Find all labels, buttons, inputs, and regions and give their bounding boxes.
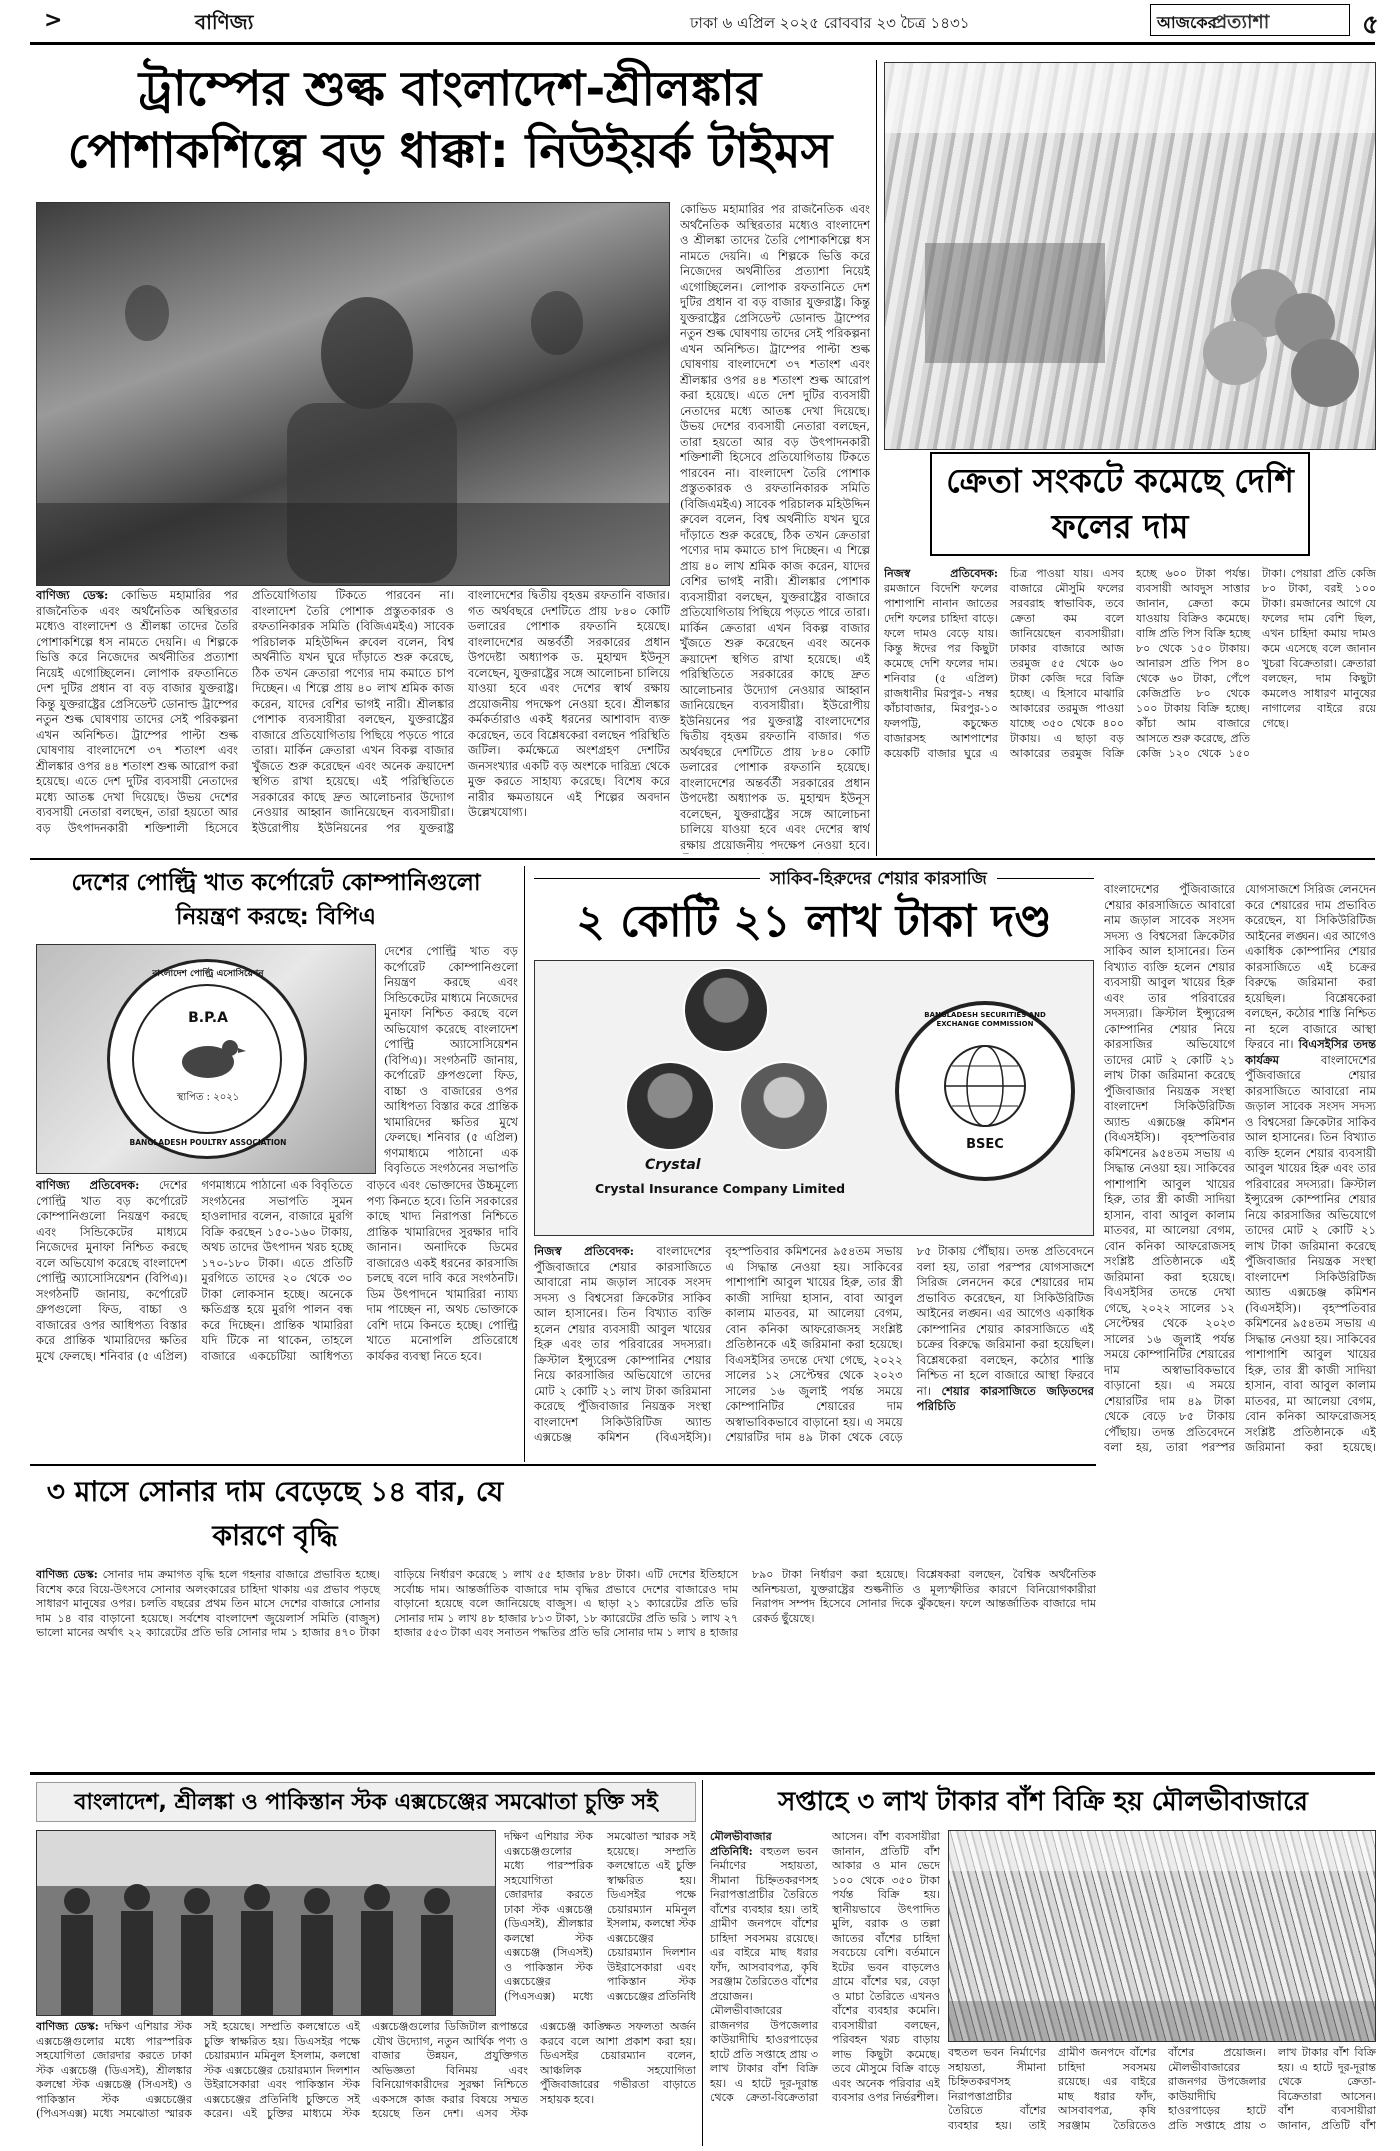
masthead <box>1150 4 1350 36</box>
article1-text: কোভিড মহামারির পর রাজনৈতিক এবং অর্থনৈতিক অস্থিরতার মধ্যেও বাংলাদেশ ও শ্রীলঙ্কা তাদের তৈরি পোশাকশিল্পে ধস নামতে দেয়নি। এ শিল্পকে ভিত্তি করে নিজেদের অর্থনীতির প্রত্যাশা নিয়েই এগোচ্ছিলেন। লোপাক রফতানিতে দেশ দুটির প্রধান বা বড় বাজার যুক্তরাষ্ট্র। কিন্তু যুক্তরাষ্ট্রের প্রেসিডেন্ট ডোনাল্ড ট্রাম্পের নতুন শুল্ক ঘোষণায় তাদের সেই পরিকল্পনা এখন অনিশ্চিত। ট্রাম্পের পাল্টা শুল্ক ঘোষণায় বাংলাদেশে ৩৭ শতাংশ এবং শ্রীলঙ্কার ওপর ৪৪ শতাংশ শুল্ক আরোপ করা হয়েছে। এতে দেশ দুটির ব্যবসায়ী নেতাদের মধ্যে আতঙ্ক দেখা দিয়েছে। উভয় দেশের ব্যবসায়ী নেতারা বলছেন, তারা হয়তো আর বড় উৎপাদনকারী শক্তিশালী হিসেবে প্রতিযোগিতায় টিকতে পারবেন না। বাংলাদেশ তৈরি পোশাক প্রস্তুতকারক ও রফতানিকারক সমিতি (বিজিএমইএ) সাবেক পরিচালক মহিউদ্দিন রুবেল বলেন, বিশ্ব অর্থনীতি যখন ঘুরে দাঁড়াতে শুরু করেছে, ঠিক তখন ক্রেতারা পণ্যের দাম কমাতে চাপ দিচ্ছেন। এ শিল্পে প্রায় ৪০ লাখ শ্রমিক কাজ করেন, যাদের বেশির ভাগই নারী। শ্রীলঙ্কার পোশাক ব্যবসায়ীরা বলছেন, যুক্তরাষ্ট্রের বাজারে প্রতিযোগিতায় পিছিয়ে পড়তে পারে তারা। মার্কিন ক্রেতারা এখন বিকল্প বাজার খুঁজতে শুরু করেছেন এবং অনেক ক্রয়াদেশ স্থগিত রাখা হয়েছে। এই পরিস্থিতিতে সরকারের কাছে দ্রুত আলোচনার উদ্যোগ নেওয়ার আহ্বান জানিয়েছেন ব্যবসায়ীরা। ইউরোপীয় ইউনিয়নের পর যুক্তরাষ্ট্র বাংলাদেশের দ্বিতীয় বৃহত্তম রফতানি বাজার। গত অর্থবছরে দেশটিতে প্রায় ৮৪০ কোটি ডলারের পোশাক রফতানি হয়েছে। বাংলাদেশের অন্তর্বর্তী সরকারের প্রধান উপদেষ্টা অধ্যাপক ড. মুহাম্মদ ইউনূস বলেছেন, যুক্তরাষ্ট্রের সঙ্গে আলোচনা চালিয়ে যাওয়া হবে এবং দেশের স্বার্থ রক্ষায় প্রয়োজনীয় পদক্ষেপ নেওয়া হবে। শ্রীলঙ্কার কর্মকর্তারাও একই ধরনের আশাবাদ ব্যক্ত করেছেন, তবে বিশ্লেষকেরা বলছেন পরিস্থিতি জটিল। কর্মক্ষেত্রে অংশগ্রহণ দেশটির জনসংখ্যার একটি বড় অংশকে দারিদ্র্য থেকে মুক্ত করতে সাহায্য করেছে। বিশেষ করে নারীর ক্ষমতায়নে এই শিল্পের অবদান উল্লেখযোগ্য। <box>36 588 670 835</box>
article7-continued-text: বহুতল ভবন নির্মাণের সহায়তা, সীমানা চিহ্নিতকরণসহ নিরাপত্তাপ্রাচীর তৈরিতে বাঁশের ব্যবহার হয়। তাই গ্রামীণ জনপদে বাঁশের চাহিদা সবসময় রয়েছে। এর বাইরে মাছ ধরার ফাঁদ, আসবাবপত্র, কৃষি সরঞ্জাম তৈরিতেও বাঁশের প্রয়োজন। মৌলভীবাজারের রাজনগর উপজেলার কাউয়াদীঘি হাওরপাড়ের হাটে প্রতি সপ্তাহে প্রায় ৩ লাখ টাকার বাঁশ বিক্রি হয়। এ হাটে দূর-দূরান্ত থেকে ক্রেতা-বিক্রেতারা আসেন। বাঁশ ব্যবসায়ীরা জানান, প্রতিটি বাঁশ <box>948 2046 1376 2132</box>
article4-text: বাংলাদেশের পুঁজিবাজারে শেয়ার কারসাজিতে আবারো নাম জড়াল সাবেক সংসদ সদস্য ও বিশ্বসেরা ক্রিকেটার সাকিব আল হাসানের। তিন বিখ্যাত ব্যক্তি হলেন শেয়ার ব্যবসায়ী আবুল খায়ের হিরু এবং তার পরিবারের সদস্যরা। ক্রিস্টাল ইন্স্যুরেন্স কোম্পানির শেয়ার নিয়ে কারসাজির অভিযোগে তাদের মোট ২ কোটি ২১ লাখ টাকা জরিমানা করেছে পুঁজিবাজার নিয়ন্ত্রক সংস্থা বাংলাদেশ সিকিউরিটিজ অ্যান্ড এক্সচেঞ্জ কমিশন (বিএসইসি)। বৃহস্পতিবার কমিশনের ৯৫৪তম সভায় এ সিদ্ধান্ত নেওয়া হয়। সাকিবের পাশাপাশি আবুল খায়ের হিরু, তার স্ত্রী কাজী সাদিয়া হাসান, বাবা আবুল কালাম মাতবর, মা আলেয়া বেগম, বোন কনিকা আফরোজসহ সংশ্লিষ্ট প্রতিষ্ঠানকে এই জরিমানা করা হয়েছে। বিএসইসির তদন্তে দেখা গেছে, ২০২২ সালের ১২ সেপ্টেম্বর থেকে ২০২৩ সালের ১৬ জুলাই পর্যন্ত সময়ে কোম্পানিটির শেয়ারের দাম অস্বাভাবিকভাবে বাড়ানো হয়। এ সময়ে শেয়ারটির দাম ৪৯ টাকা থেকে বেড়ে ৮৫ টাকায় পৌঁছায়। তদন্ত প্রতিবেদনে বলা হয়, তারা পরস্পর যোগসাজশে সিরিজ লেনদেন করে শেয়ারের দাম প্রভাবিত করেছেন, যা সিকিউরিটিজ আইনের লঙ্ঘন। এর আগেও একাধিক কোম্পানির শেয়ার কারসাজিতে এই চক্রের বিরুদ্ধে জরিমানা করা হয়েছিল। বিশ্লেষকেরা বলছেন, কঠোর শাস্তি নিশ্চিত না হলে বাজারে আস্থা ফিরবে না। <box>534 1244 1094 1444</box>
article7-byline: মৌলভীবাজার প্রতিনিধি: <box>710 1830 772 1858</box>
bsec-logo-ring-text: BANGLADESH SECURITIES AND EXCHANGE COMMISSION <box>924 1011 1046 1028</box>
article4-continued-text-2: বাংলাদেশের পুঁজিবাজারে শেয়ার কারসাজিতে আবারো নাম জড়াল সাবেক সংসদ সদস্য ও বিশ্বসেরা ক্রিকেটার সাকিব আল হাসানের। তিন বিখ্যাত ব্যক্তি হলেন শেয়ার ব্যবসায়ী আবুল খায়ের হিরু এবং তার পরিবারের সদস্যরা। ক্রিস্টাল ইন্স্যুরেন্স কোম্পানির শেয়ার নিয়ে কারসাজির অভিযোগে তাদের মোট ২ কোটি ২১ লাখ টাকা জরিমানা করেছে পুঁজিবাজার নিয়ন্ত্রক সংস্থা বাংলাদেশ সিকিউরিটিজ অ্যান্ড এক্সচেঞ্জ কমিশন (বিএসইসি)। বৃহস্পতিবার কমিশনের ৯৫৪তম সভায় এ সিদ্ধান্ত নেওয়া হয়। সাকিবের পাশাপাশি আবুল খায়ের হিরু, তার স্ত্রী কাজী সাদিয়া হাসান, বাবা আবুল কালাম মাতবর, মা আলেয়া বেগম, বোন কনিকা আফরোজসহ সংশ্লিষ্ট প্রতিষ্ঠানকে এই জরিমানা করা হয়েছে। <box>1245 1052 1376 1454</box>
article3-text: দেশের পোল্ট্রি খাত বড় কর্পোরেট কোম্পানিগুলো নিয়ন্ত্রণ করছে এবং সিন্ডিকেটের মাধ্যমে নিজেদের মুনাফা নিশ্চিত করছে বলে অভিযোগ করেছে বাংলাদেশ পোল্ট্রি অ্যাসোসিয়েশন (বিপিএ)। সংগঠনটি জানায়, কর্পোরেট গ্রুপগুলো ফিড, বাচ্চা ও বাজারের ওপর আধিপত্য বিস্তার করে প্রান্তিক খামারিদের ক্ষতির মুখে ফেলছে। শনিবার (৫ এপ্রিল) গণমাধ্যমে পাঠানো এক বিবৃতিতে সংগঠনের সভাপতি সুমন হাওলাদার বলেন, বাজারে মুরগি বিক্রি করছেন ১৫০-১৬০ টাকায়, অথচ তাদের উৎপাদন খরচ হচ্ছে ১৭০-১৮০ টাকা। এতে প্রতিটি মুরগিতে তাদের ২০ থেকে ৩০ টাকা লোকসান হচ্ছে। অনেকে ক্ষতিগ্রস্ত হয়ে মুরগি পালন বন্ধ করে দিচ্ছেন। প্রান্তিক খামারিরা যদি টিকে না থাকেন, তাহলে বাজারে একচেটিয়া আধিপত্য বাড়বে এবং ভোক্তাদের উচ্চমূল্যে পণ্য কিনতে হবে। তিনি সরকারের কাছে খাদ্য নিরাপত্তা নিশ্চিতে প্রান্তিক খামারিদের সুরক্ষার দাবি জানান। অনাদিকে ডিমের বাজারেও একই ধরনের কারসাজি চলছে বলে দাবি করে সংগঠনটি। ডিম উৎপাদনে খামারিরা ন্যায্য দাম পাচ্ছেন না, অথচ ভোক্তাকে বেশি দামে কিনতে হচ্ছে। পোল্ট্রি খাতে মনোপলি প্রতিরোধে কার্যকর ব্যবস্থা নিতে হবে। <box>36 1178 518 1363</box>
article5-byline: বাণিজ্য ডেস্ক: <box>36 1568 98 1581</box>
bpa-logo-abbr: B.P.A <box>188 1010 228 1026</box>
crystal-logo: Crystal <box>645 1157 701 1173</box>
article3-body <box>36 1178 518 1460</box>
section-arrow-icon: > <box>44 8 63 33</box>
shakib-portrait <box>683 967 769 1053</box>
article6-byline: বাণিজ্য ডেস্ক: <box>36 2020 99 2033</box>
globe-icon <box>940 1041 1030 1131</box>
article4-right-column <box>1104 882 1376 1462</box>
crystal-caption: Crystal Insurance Company Limited <box>595 1181 846 1196</box>
article1-body <box>36 588 670 854</box>
article5-body <box>36 1568 1096 1764</box>
article6-body <box>36 2020 696 2146</box>
article6-divider <box>702 1780 703 2146</box>
article6-headline: বাংলাদেশ, শ্রীলঙ্কা ও পাকিস্তান স্টক এক্সচেঞ্জের সমঝোতা চুক্তি সই <box>36 1782 696 1822</box>
bamboo-icon <box>949 1831 1376 2042</box>
article4-body <box>534 1244 1094 1460</box>
hen-icon <box>168 1032 248 1082</box>
article3-continued-text: দেশের পোল্ট্রি খাত বড় কর্পোরেট কোম্পানিগুলো নিয়ন্ত্রণ করছে এবং সিন্ডিকেটের মাধ্যমে নিজেদের মুনাফা নিশ্চিত করছে বলে অভিযোগ করেছে বাংলাদেশ পোল্ট্রি অ্যাসোসিয়েশন (বিপিএ)। সংগঠনটি জানায়, কর্পোরেট গ্রুপগুলো ফিড, বাচ্চা ও বাজারের ওপর আধিপত্য বিস্তার করে প্রান্তিক খামারিদের ক্ষতির মুখে ফেলছে। শনিবার (৫ এপ্রিল) গণমাধ্যমে পাঠানো এক বিবৃতিতে সংগঠনের সভাপতি <box>384 944 518 1174</box>
article5-text: সোনার দাম ক্রমাগত বৃদ্ধি হলে গহনার বাজারে প্রভাবিত হচ্ছে। বিশেষ করে বিয়ে-উৎসবে সোনার অলংকারের চাহিদা থাকায় এর প্রভাব পড়ছে সাধারণ মানুষের ওপর। চলতি বছরের প্রথম তিন মাসে দেশের বাজারে সোনার দাম ১৪ বার বাড়ানো হয়েছে। সর্বশেষ বাংলাদেশ জুয়েলার্স সমিতি (বাজুস) ভালো মানের অর্থাৎ ২২ ক্যারেটের প্রতি ভরি সোনার দাম ১ হাজার ৪৭০ টাকা বাড়িয়ে নির্ধারণ করেছে ১ লাখ ৫৫ হাজার ৮৪৮ টাকা। এটি দেশের ইতিহাসে সর্বোচ্চ দাম। আন্তর্জাতিক বাজারে দাম বৃদ্ধির প্রভাবে দেশের বাজারেও দাম বাড়ানো হয়েছে বলে জানিয়েছে বাজুস। এ ছাড়া ২১ ক্যারেটের প্রতি ভরি সোনার দাম ১ লাখ ৪৮ হাজার ৮১৩ টাকা, ১৮ ক্যারেটের প্রতি ভরি ১ লাখ ২৭ হাজার ৫৫৩ টাকা এবং সনাতন পদ্ধতির প্রতি ভরি সোনার দাম ১ লাখ ৪ হাজার ৮৯০ টাকা নির্ধারণ করা হয়েছে। বিশ্লেষকরা বলছেন, বৈশ্বিক অর্থনৈতিক অনিশ্চয়তা, যুক্তরাষ্ট্রের শুল্কনীতি ও মূল্যস্ফীতির কারণে বিনিয়োগকারীরা নিরাপদ সম্পদ হিসেবে সোনার দিকে ঝুঁকছেন। ফলে আন্তর্জাতিক বাজারে দাম রেকর্ড ছুঁয়েছে। <box>36 1568 1096 1639</box>
share-scam-graphic <box>534 960 1094 1236</box>
dateline: ঢাকা ৬ এপ্রিল ২০২৫ রোববার ২৩ চৈত্র ১৪৩১ <box>690 14 970 32</box>
article3-byline: বাণিজ্য প্রতিবেদক: <box>36 1178 140 1192</box>
article3-side-column <box>384 944 518 1174</box>
masthead-name: প্রত্যাশা <box>1213 11 1270 33</box>
section-name: বাণিজ্য <box>195 10 254 34</box>
article7-body <box>710 1830 940 2146</box>
masthead-prefix: আজকের <box>1157 13 1217 32</box>
article1-side-column <box>680 202 870 854</box>
article4-subhead1: বিএসইসির তদন্ত কার্যক্রম <box>1245 1037 1376 1067</box>
article1-continued-text: কোভিড মহামারির পর রাজনৈতিক এবং অর্থনৈতিক অস্থিরতার মধ্যেও বাংলাদেশ ও শ্রীলঙ্কা তাদের তৈরি পোশাকশিল্পে ধস নামতে দেয়নি। এ শিল্পকে ভিত্তি করে নিজেদের অর্থনীতির প্রত্যাশা নিয়েই এগোচ্ছিলেন। লোপাক রফতানিতে দেশ দুটির প্রধান বা বড় বাজার যুক্তরাষ্ট্র। কিন্তু যুক্তরাষ্ট্রের প্রেসিডেন্ট ডোনাল্ড ট্রাম্পের নতুন শুল্ক ঘোষণায় তাদের সেই পরিকল্পনা এখন অনিশ্চিত। ট্রাম্পের পাল্টা শুল্ক ঘোষণায় বাংলাদেশে ৩৭ শতাংশ এবং শ্রীলঙ্কার ওপর ৪৪ শতাংশ শুল্ক আরোপ করা হয়েছে। এতে দেশ দুটির ব্যবসায়ী নেতাদের মধ্যে আতঙ্ক দেখা দিয়েছে। উভয় দেশের ব্যবসায়ী নেতারা বলছেন, তারা হয়তো আর বড় উৎপাদনকারী শক্তিশালী হিসেবে প্রতিযোগিতায় টিকতে পারবেন না। বাংলাদেশ তৈরি পোশাক প্রস্তুতকারক ও রফতানিকারক সমিতি (বিজিএমইএ) সাবেক পরিচালক মহিউদ্দিন রুবেল বলেন, বিশ্ব অর্থনীতি যখন ঘুরে দাঁড়াতে শুরু করেছে, ঠিক তখন ক্রেতারা পণ্যের দাম কমাতে চাপ দিচ্ছেন। এ শিল্পে প্রায় ৪০ লাখ শ্রমিক কাজ করেন, যাদের বেশির ভাগই নারী। শ্রীলঙ্কার পোশাক ব্যবসায়ীরা বলছেন, যুক্তরাষ্ট্রের বাজারে প্রতিযোগিতায় পিছিয়ে পড়তে পারে তারা। মার্কিন ক্রেতারা এখন বিকল্প বাজার খুঁজতে শুরু করেছেন এবং অনেক ক্রয়াদেশ স্থগিত রাখা হয়েছে। এই পরিস্থিতিতে সরকারের কাছে দ্রুত আলোচনার উদ্যোগ নেওয়ার আহ্বান জানিয়েছেন ব্যবসায়ীরা। ইউরোপীয় ইউনিয়নের পর যুক্তরাষ্ট্র বাংলাদেশের দ্বিতীয় বৃহত্তম রফতানি বাজার। গত অর্থবছরে দেশটিতে প্রায় ৮৪০ কোটি ডলারের পোশাক রফতানি হয়েছে। বাংলাদেশের অন্তর্বর্তী সরকারের প্রধান উপদেষ্টা অধ্যাপক ড. মুহাম্মদ ইউনূস বলেছেন, যুক্তরাষ্ট্রের সঙ্গে আলোচনা চালিয়ে যাওয়া হবে এবং দেশের স্বার্থ রক্ষায় প্রয়োজনীয় পদক্ষেপ নেওয়া হবে। <box>680 202 870 852</box>
article6-continued-text: দক্ষিণ এশিয়ার স্টক এক্সচেঞ্জগুলোর মধ্যে পারস্পরিক সহযোগিতা জোরদার করতে ঢাকা স্টক এক্সচেঞ্জ (ডিএসই), শ্রীলঙ্কার কলম্বো স্টক এক্সচেঞ্জ (সিএসই) ও পাকিস্তান স্টক এক্সচেঞ্জের (পিএসএক্স) মধ্যে সমঝোতা স্মারক সই হয়েছে। সম্প্রতি কলম্বোতে এই চুক্তি স্বাক্ষরিত হয়। ডিএসইর পক্ষে চেয়ারম্যান মমিনুল ইসলাম, কলম্বো স্টক এক্সচেঞ্জের চেয়ারম্যান দিলশান উইরাসেকারা এবং পাকিস্তান স্টক এক্সচেঞ্জের প্রতিনিধি <box>504 1830 696 2003</box>
header-rule <box>30 42 1375 45</box>
article7-continued <box>948 2046 1376 2146</box>
article2-headline: ক্রেতা সংকটে কমেছে দেশি ফলের দাম <box>930 452 1310 556</box>
row2-bottom-rule <box>30 1464 1096 1466</box>
article2-body <box>884 566 1376 856</box>
article4-byline: নিজস্ব প্রতিবেদক: <box>534 1244 634 1258</box>
article1-divider <box>876 60 877 856</box>
woman-portrait <box>739 1061 829 1151</box>
article2-text: রমজানে বিদেশি ফলের পাশাপাশি নানান জাতের দেশি ফলের চাহিদা বাড়ে। ফলে দামও বেড়ে যায়। কিন্তু ঈদের পর কিছুটা কমেছে দেশি ফলের দাম। শনিবার (৫ এপ্রিল) রাজধানীর মিরপুর-১ নম্বর কাঁচাবাজার, মিরপুর-১০ ফলপট্টি, কচুক্ষেত বাজারসহ আশপাশের কয়েকটি বাজার ঘুরে এ চিত্র পাওয়া যায়। এসব বাজারে মৌসুমি ফলের সরবরাহ স্বাভাবিক, তবে ক্রেতা কম বলে জানিয়েছেন ব্যবসায়ীরা। ঢাকার বাজারে আজ তরমুজ ৫৫ থেকে ৬০ টাকা কেজি দরে বিক্রি হচ্ছে। এ হিসাবে মাঝারি আকারের তরমুজ পাওয়া যাচ্ছে ৩৫০ থেকে ৪০০ টাকায়। এ ছাড়া বড় আকারের তরমুজ বিক্রি হচ্ছে ৬০০ টাকা পর্যন্ত। ব্যবসায়ী আবদুস সাত্তার জানান, ক্রেতা কমে যাওয়ায় বিক্রিও কমেছে। বাঙ্গি প্রতি পিস বিক্রি হচ্ছে ৮০ থেকে ১৫০ টাকায়। আনারস প্রতি পিস ৪০ থেকে ৬০ টাকা, পেঁপে কেজিপ্রতি ৮০ থেকে ১০০ টাকায় বিক্রি হচ্ছে। কাঁচা আম বাজারে আসতে শুরু করেছে, প্রতি কেজি ১২০ থেকে ১৫০ টাকা। পেয়ারা প্রতি কেজি ৮০ টাকা, বরই ১০০ টাকা। রমজানের আগে যে ফলের দাম বেশি ছিল, এখন চাহিদা কমায় দামও কমে এসেছে বলে জানান খুচরা বিক্রেতারা। ক্রেতারা বলছেন, দাম কিছুটা কমলেও সাধারণ মানুষের নাগালের বাইরে রয়ে গেছে। <box>884 567 1376 760</box>
article7-headline: সপ্তাহে ৩ লাখ টাকার বাঁশ বিক্রি হয় মৌলভীবাজারে <box>778 1787 1308 1817</box>
article7-text: বহুতল ভবন নির্মাণের সহায়তা, সীমানা চিহ্নিতকরণসহ নিরাপত্তাপ্রাচীর তৈরিতে বাঁশের ব্যবহার হয়। তাই গ্রামীণ জনপদে বাঁশের চাহিদা সবসময় রয়েছে। এর বাইরে মাছ ধরার ফাঁদ, আসবাবপত্র, কৃষি সরঞ্জাম তৈরিতেও বাঁশের প্রয়োজন। মৌলভীবাজারের রাজনগর উপজেলার কাউয়াদীঘি হাওরপাড়ের হাটে প্রতি সপ্তাহে প্রায় ৩ লাখ টাকার বাঁশ বিক্রি হয়। এ হাটে দূর-দূরান্ত থেকে ক্রেতা-বিক্রেতারা আসেন। বাঁশ ব্যবসায়ীরা জানান, প্রতিটি বাঁশ আকার ও মান ভেদে ১০০ থেকে ৩৫০ টাকা পর্যন্ত বিক্রি হয়। স্থানীয়ভাবে উৎপাদিত মুলি, বরাক ও তল্লা জাতের বাঁশের চাহিদা সবচেয়ে বেশি। বর্তমানে ইটের ভবন বাড়লেও গ্রামে বাঁশের ঘর, বেড়া ও মাচা তৈরিতে এখনও বাঁশের ব্যবহার কমেনি। ব্যবসায়ীরা বলছেন, পরিবহন খরচ বাড়ায় লাভ কিছুটা কমেছে। তবে মৌসুমে বিক্রি বাড়ে এবং অনেক পরিবার এই ব্যবসার ওপর নির্ভরশীল। <box>710 1830 940 2104</box>
bamboo-market-photo <box>948 1830 1376 2042</box>
poultry-farm-photo <box>36 944 376 1174</box>
bpa-logo <box>107 959 307 1159</box>
stock-exchange-mou-photo <box>36 1830 496 2016</box>
fruit-stall-icon <box>885 63 1376 450</box>
article3-headline: দেশের পোল্ট্রি খাত কর্পোরেট কোম্পানিগুলো নিয়ন্ত্রণ করছে: বিপিএ <box>71 870 481 930</box>
bsec-logo <box>895 1001 1075 1181</box>
bpa-logo-bengali: বাংলাদেশ পোল্ট্রি এসোসিয়েশন <box>152 969 264 979</box>
article4-continued-text: বাংলাদেশের পুঁজিবাজারে শেয়ার কারসাজিতে আবারো নাম জড়াল সাবেক সংসদ সদস্য ও বিশ্বসেরা ক্রিকেটার সাকিব আল হাসানের। তিন বিখ্যাত ব্যক্তি হলেন শেয়ার ব্যবসায়ী আবুল খায়ের হিরু এবং তার পরিবারের সদস্যরা। ক্রিস্টাল ইন্স্যুরেন্স কোম্পানির শেয়ার নিয়ে কারসাজির অভিযোগে তাদের মোট ২ কোটি ২১ লাখ টাকা জরিমানা করেছে পুঁজিবাজার নিয়ন্ত্রক সংস্থা বাংলাদেশ সিকিউরিটিজ অ্যান্ড এক্সচেঞ্জ কমিশন (বিএসইসি)। বৃহস্পতিবার কমিশনের ৯৫৪তম সভায় এ সিদ্ধান্ত নেওয়া হয়। সাকিবের পাশাপাশি আবুল খায়ের হিরু, তার স্ত্রী কাজী সাদিয়া হাসান, বাবা আবুল কালাম মাতবর, মা আলেয়া বেগম, বোন কনিকা আফরোজসহ সংশ্লিষ্ট প্রতিষ্ঠানকে এই জরিমানা করা হয়েছে। বিএসইসির তদন্তে দেখা গেছে, ২০২২ সালের ১২ সেপ্টেম্বর থেকে ২০২৩ সালের ১৬ জুলাই পর্যন্ত সময়ে কোম্পানিটির শেয়ারের দাম অস্বাভাবিকভাবে বাড়ানো হয়। এ সময়ে শেয়ারটির দাম ৪৯ টাকা থেকে বেড়ে ৮৫ টাকায় পৌঁছায়। তদন্ত প্রতিবেদনে বলা হয়, তারা পরস্পর যোগসাজশে সিরিজ লেনদেন করে শেয়ারের দাম প্রভাবিত করেছেন, যা সিকিউরিটিজ আইনের লঙ্ঘন। এর আগেও একাধিক কোম্পানির শেয়ার কারসাজিতে এই চক্রের বিরুদ্ধে জরিমানা করা হয়েছিল। বিশ্লেষকেরা বলছেন, কঠোর শাস্তি নিশ্চিত না হলে বাজারে আস্থা ফিরবে না। <box>1104 882 1376 1454</box>
article3-divider <box>524 866 525 1462</box>
bsec-logo-abbr: BSEC <box>966 1137 1004 1152</box>
bpa-logo-english: BANGLADESH POULTRY ASSOCIATION <box>129 1138 287 1147</box>
article4-headline: ২ কোটি ২১ লাখ টাকা দণ্ড <box>576 896 1052 947</box>
page-number: ৫ <box>1362 10 1379 40</box>
article6-text: দক্ষিণ এশিয়ার স্টক এক্সচেঞ্জগুলোর মধ্যে পারস্পরিক সহযোগিতা জোরদার করতে ঢাকা স্টক এক্সচেঞ্জ (ডিএসই), শ্রীলঙ্কার কলম্বো স্টক এক্সচেঞ্জ (সিএসই) ও পাকিস্তান স্টক এক্সচেঞ্জের (পিএসএক্স) মধ্যে সমঝোতা স্মারক সই হয়েছে। সম্প্রতি কলম্বোতে এই চুক্তি স্বাক্ষরিত হয়। ডিএসইর পক্ষে চেয়ারম্যান মমিনুল ইসলাম, কলম্বো স্টক এক্সচেঞ্জের চেয়ারম্যান দিলশান উইরাসেকারা এবং পাকিস্তান স্টক এক্সচেঞ্জের প্রতিনিধি চুক্তিতে সই করেন। এই চুক্তির মাধ্যমে স্টক এক্সচেঞ্জগুলোর ডিজিটাল রূপান্তরে যৌথ উদ্যোগ, নতুন আর্থিক পণ্য ও বাজার উন্নয়ন, প্রযুক্তিগত অভিজ্ঞতা বিনিময় এবং বিনিয়োগকারীদের সুরক্ষা নিশ্চিতে একসঙ্গে কাজ করার বিষয়ে সম্মত হয়েছে তিন দেশ। এসব স্টক এক্সচেঞ্জ কাঙ্ক্ষিত সফলতা অর্জন করবে বলে আশা প্রকাশ করা হয়। ডিএসইর চেয়ারম্যান বলেন, আঞ্চলিক সহযোগিতা পুঁজিবাজারের গভীরতা বাড়াতে সহায়ক হবে। <box>36 2020 696 2120</box>
row3-bottom-rule <box>30 1772 1375 1775</box>
article2-byline: নিজস্ব প্রতিবেদক: <box>884 567 998 580</box>
article4-subhead2: শেয়ার কারসাজিতে জড়িতদের পরিচিতি <box>916 1383 1094 1413</box>
page-header <box>0 0 1400 42</box>
row1-bottom-rule <box>30 858 1375 860</box>
hiru-portrait <box>625 1061 715 1151</box>
article1-byline: বাণিজ্য ডেস্ক: <box>36 588 109 602</box>
worker-silhouette-icon <box>37 203 670 586</box>
article5-headline: ৩ মাসে সোনার দাম বেড়েছে ১৪ বার, যে কারণে বৃদ্ধি <box>46 1475 504 1552</box>
group-people-icon <box>37 1831 496 2016</box>
bpa-logo-est: স্থাপিত : ২০২১ <box>176 1092 240 1103</box>
fruit-market-photo <box>884 62 1376 450</box>
article6-side-columns <box>504 1830 696 2016</box>
garment-factory-photo <box>36 202 670 586</box>
article4-kicker: সাকিব-হিরুদের শেয়ার কারসাজি <box>760 866 997 894</box>
article1-headline: ট্রাম্পের শুল্ক বাংলাদেশ-শ্রীলঙ্কার পোশাকশিল্পে বড় ধাক্কা: নিউইয়র্ক টাইমস <box>67 61 833 179</box>
